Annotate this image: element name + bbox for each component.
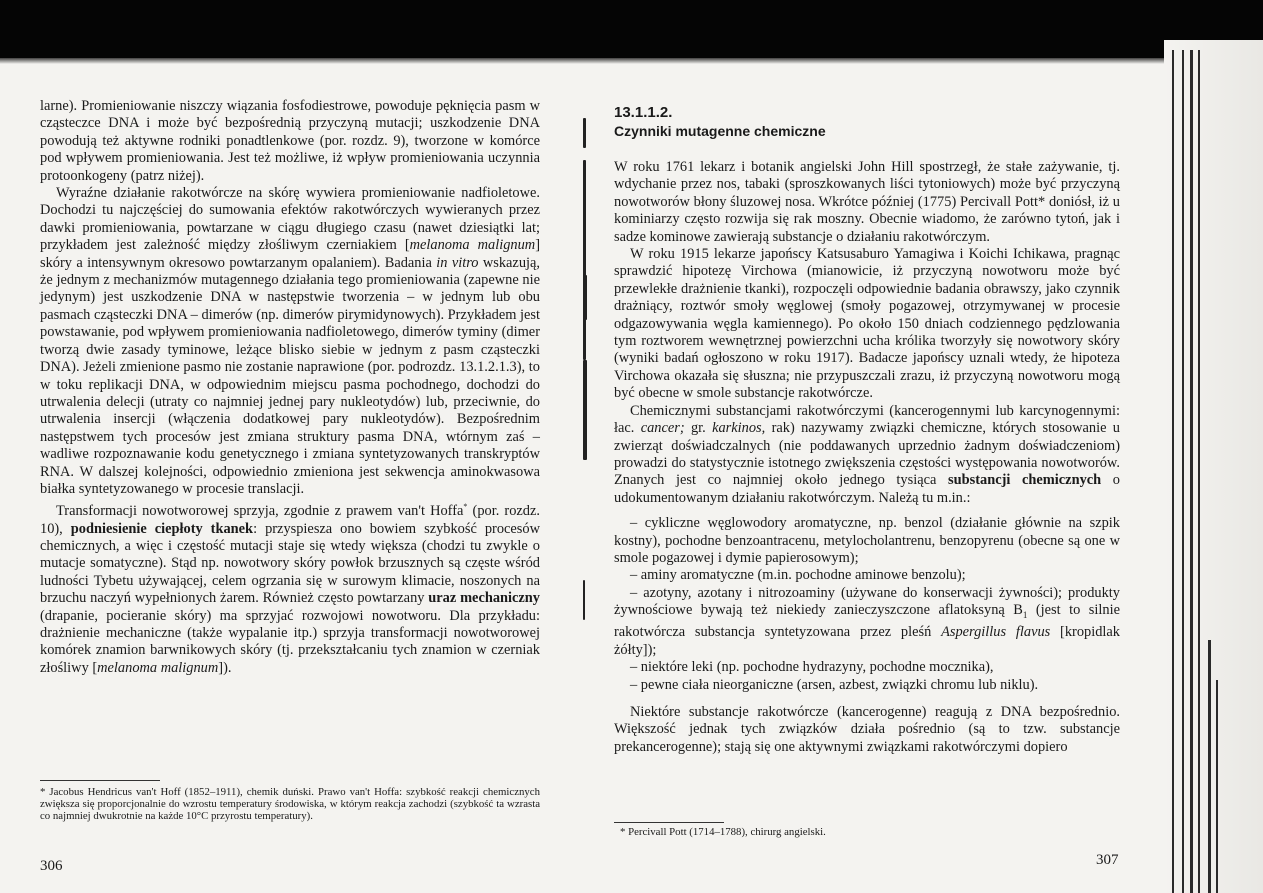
list-item: – niektóre leki (np. pochodne hydrazyny, pochodne mocznika), — [630, 659, 994, 676]
left-page — [40, 98, 540, 677]
left-footnote-rule — [40, 780, 160, 781]
carcinogen-list — [614, 515, 1120, 694]
right-footnote: * Percivall Pott (1714–1788), chirurg angielski. — [620, 826, 826, 838]
left-paragraph-1: larne). Promieniowanie niszczy wiązania fosfodiestrowe, powoduje pęknięcia pasm w cząsteczce DNA i może być bezpośrednią przyczyną mutacji; uszkodzenie DNA powodują też aktywne rodniki ponadtlenkowe (por. rozdz. 9), tworzone w komórce pod wpływem promieniowania. Jest też możliwe, iż wpływ promieniowania uczynnia protoonkogeny (patrz niżej). — [40, 98, 540, 184]
left-page-number: 306 — [40, 858, 63, 874]
scan-top-shadow — [0, 0, 1263, 58]
right-page-number: 307 — [1096, 852, 1119, 868]
left-paragraph-3: Transformacji nowotworowej sprzyja, zgodnie z prawem van't Hoffa* (por. rozdz. 10), podniesienie ciepłoty tkanek: przyspiesza ono bowiem szybkość procesów chemicznych, a więc i częstość mutacji staje się wtedy większa (chodzi tu zwykle o mutacje somatyczne). Stąd np. nowotwory skóry powłok brzusznych są częste wśród ludności Tybetu używającej, celem ogrzania się w surowym klimacie, noszonych na brzuchu naczyń wypełnionych żarem. Również często powtarzany uraz mechaniczny (drapanie, pocieranie skóry) ma sprzyjać rozwojowi nowotworu. Dla przykładu: drażnienie mechaniczne (także wypalanie itp.) sprzyja transformacji nowotworowej komórek znamion barwnikowych skóry (tj. przekształcaniu tych znamion w czerniak złośliwy [melanoma malignum]). — [40, 502, 540, 676]
left-paragraph-2: Wyraźne działanie rakotwórcze na skórę wywiera promieniowanie nadfioletowe. Dochodzi tu najczęściej do sumowania efektów rakotwórczych wywieranych przez dawki promieniowania, powtarzane w ciągu długiego czasu (nawet dziesiątki lat; przykładem jest zależność między złośliwym czerniakiem [melanoma malignum] skóry a intensywnym okresowo powtarzanym opalaniem). Badania in vitro wskazują, że jednym z mechanizmów mutagennego działania tego promieniowania (zapewne nie jedynym) jest uszkodzenie DNA w następstwie tworzenia – w jednym lub obu pasmach cząsteczki DNA – dimerów (np. dimerów pirymidynowych). Przykładem jest powstawanie, pod wpływem promieniowania nadfioletowego, dimerów tyminy (dimer tworzą dwie zasady tyminowe, leżące blisko siebie w jednym z pasm cząsteczki DNA). Jeżeli zmienione pasmo nie zostanie naprawione (por. podrozdz. 13.1.2.1.3), to w toku replikacji DNA, w odpowiednim miejscu pasma pochodnego, dochodzi do utrwalenia delecji (utraty co najmniej jednej pary nukleotydów) lub, przeciwnie, do utrwalenia insercji (włączenia dodatkowej pary nukleotydów). Bezpośrednim następstwem tych procesów jest zmiana struktury pasma DNA, wtórnym zaś – wadliwe rozpoznawanie kodu genetycznego i zmiana syntetyzowanych transkryptów RNA. W dalszej kolejności, odpowiednio zmieniona jest sekwencja aminokwasowa białka syntetyzowanego w procesie translacji. — [40, 185, 540, 497]
right-paragraph-3: Chemicznymi substancjami rakotwórczymi (kancerogennymi lub karcynogennymi: łac. cancer; gr. karkinos, rak) nazywamy związki chemiczne, których stosowanie u zwierząt doświadczalnych (nie poddawanych uprzednio żadnym doświadczeniom) prowadzi do statystycznie istotnego zwiększenia częstości występowania nowotworów. Znanych jest co najmniej około jednego tysiąca substancji chemicznych o udokumentowanym działaniu rakotwórczym. Należą tu m.in.: — [614, 402, 1120, 506]
list-item: – aminy aromatyczne (m.in. pochodne aminowe benzolu); — [630, 567, 966, 584]
list-item: – azotyny, azotany i nitrozoaminy (używane do konserwacji żywności); produkty żywnościowe bywają też niekiedy zanieczyszczone aflatoksyną $B_1$ (jest to silnie rakotwórcza substancja syntetyzowana przez pleśń Aspergillus flavus [kropidlak żółty]); — [614, 584, 1121, 658]
left-footnote: * Jacobus Hendricus van't Hoff (1852–1911), chemik duński. Prawo van't Hoffa: szybkość reakcji chemicznych zwiększa się proporcjonalnie do wzrostu temperatury środowiska, w którym reakcja zachodzi (szybkość ta wzrasta co najmniej dwukrotnie na każde 10°C przyrostu temperatury). — [40, 786, 540, 822]
right-page — [614, 96, 1120, 756]
right-paragraph-4: Niektóre substancje rakotwórcze (kancerogenne) reagują z DNA bezpośrednio. Większość jednak tych związków działa pośrednio (są to tzw. substancje prekancerogenne); stają się one aktywnymi związkami rakotwórczymi dopiero — [614, 704, 1120, 755]
page-stack-edge — [1164, 40, 1263, 893]
right-footnote-rule — [614, 822, 724, 823]
book-gutter — [578, 60, 592, 893]
right-paragraph-1: W roku 1761 lekarz i botanik angielski John Hill spostrzegł, że stałe zażywanie, tj. wdychanie przez nos, tabaki (sproszkowanych liści tytoniowych) może być przyczyną nowotworów błony śluzowej nosa. Wkrótce później (1775) Percivall Pott* doniósł, iż u kominiarzy często rozwija się rak moszny. Obecnie wiadomo, że zarówno tytoń, jak i sadze kominowe zawierają substancje o działaniu rakotwórczym. — [614, 159, 1120, 245]
right-paragraph-2: W roku 1915 lekarze japońscy Katsusaburo Yamagiwa i Koichi Ichikawa, pragnąc sprawdzić hipotezę Virchowa (mianowicie, iż przyczyną nowotworu może być przewlekłe drażnienie tkanki), rozpoczęli odpowiednie badania obrawszy, jako czynnik drażniący, roztwór smoły węglowej (smoły pogazowej, otrzymywanej w procesie odgazowywania węgla kamiennego). Po około 150 dniach codziennego pędzlowania tym roztworem wewnętrznej powierzchni ucha królika tworzyły się nowotwory skóry (wyniki badań ogłoszono w roku 1917). Badacze japońscy uznali wtedy, że hipoteza Virchowa okazała się słuszna; nie przypuszczali zrazu, iż przyczyną nowotworu mogą być obecne w smole substancje rakotwórcze. — [614, 246, 1120, 402]
section-number: 13.1.1.2. — [614, 104, 673, 121]
section-title: Czynniki mutagenne chemiczne — [614, 123, 826, 139]
list-item: – pewne ciała nieorganiczne (arsen, azbest, związki chromu lub niklu). — [630, 676, 1039, 693]
list-item: – cykliczne węglowodory aromatyczne, np. benzol (działanie głównie na szpik kostny), pochodne benzoantracenu, metylocholantrenu, benzopyrenu (obecne są one w smole pogazowej i dymie papierosowym); — [614, 515, 1120, 566]
